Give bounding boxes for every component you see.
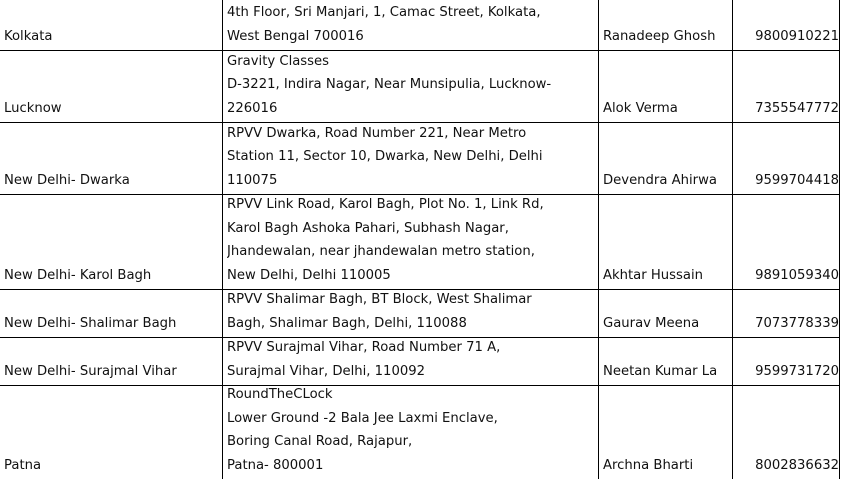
table-row[interactable] bbox=[0, 386, 840, 479]
city-cell[interactable]: Patna bbox=[4, 457, 42, 473]
address-line: Gravity Classes bbox=[227, 53, 330, 69]
contact-cell[interactable]: Gaurav Meena bbox=[603, 315, 700, 331]
address-line: Jhandewalan, near jhandewalan metro station, bbox=[227, 244, 535, 259]
address-line: New Delhi, Delhi 110005 bbox=[227, 267, 391, 283]
table-row[interactable] bbox=[0, 123, 840, 194]
address-cell[interactable] bbox=[227, 288, 597, 335]
phone-cell[interactable]: 9800910221 bbox=[755, 28, 839, 44]
address-cell[interactable] bbox=[227, 383, 597, 477]
address-cell[interactable] bbox=[227, 1, 597, 48]
phone-cell[interactable]: 7355547772 bbox=[755, 100, 839, 116]
table-row[interactable] bbox=[0, 290, 840, 337]
table-row[interactable] bbox=[0, 51, 840, 122]
address-line: D-3221, Indira Nagar, Near Munsipulia, Lucknow- bbox=[227, 77, 552, 92]
address-cell[interactable] bbox=[227, 50, 597, 121]
contact-cell[interactable]: Devendra Ahirwa bbox=[603, 172, 717, 188]
city-cell[interactable]: New Delhi- Dwarka bbox=[4, 172, 130, 188]
address-line: RPVV Shalimar Bagh, BT Block, West Shalimar bbox=[227, 292, 532, 307]
contact-cell[interactable]: Akhtar Hussain bbox=[603, 267, 704, 283]
address-line: RPVV Surajmal Vihar, Road Number 71 A, bbox=[227, 340, 501, 355]
address-line: Bagh, Shalimar Bagh, Delhi, 110088 bbox=[227, 315, 467, 331]
address-line: West Bengal 700016 bbox=[227, 28, 364, 44]
address-cell[interactable] bbox=[227, 122, 597, 193]
city-cell[interactable]: New Delhi- Shalimar Bagh bbox=[4, 315, 177, 331]
address-cell[interactable] bbox=[227, 336, 597, 383]
city-cell[interactable]: New Delhi- Karol Bagh bbox=[4, 267, 152, 283]
contact-cell[interactable]: Alok Verma bbox=[603, 100, 678, 116]
address-line: RoundTheCLock bbox=[227, 387, 333, 402]
table-row[interactable] bbox=[0, 338, 840, 385]
address-line: RPVV Dwarka, Road Number 221, Near Metro bbox=[227, 125, 527, 141]
phone-cell[interactable]: 9599704418 bbox=[755, 172, 839, 188]
city-cell[interactable]: Kolkata bbox=[4, 28, 53, 44]
table-row[interactable] bbox=[0, 195, 840, 289]
phone-cell[interactable]: 7073778339 bbox=[755, 315, 839, 331]
address-line: 110075 bbox=[227, 172, 278, 188]
phone-cell[interactable]: 8002836632 bbox=[755, 457, 839, 473]
contact-cell[interactable]: Neetan Kumar La bbox=[603, 363, 718, 379]
phone-cell[interactable]: 9891059340 bbox=[755, 267, 839, 283]
address-line: Boring Canal Road, Rajapur, bbox=[227, 434, 413, 449]
address-cell[interactable] bbox=[227, 193, 597, 287]
address-line: 4th Floor, Sri Manjari, 1, Camac Street, Kolkata, bbox=[227, 5, 541, 20]
address-line: Patna- 800001 bbox=[227, 457, 324, 473]
address-line: Lower Ground -2 Bala Jee Laxmi Enclave, bbox=[227, 410, 498, 426]
city-cell[interactable]: Lucknow bbox=[4, 100, 62, 116]
address-line: Karol Bagh Ashoka Pahari, Subhash Nagar, bbox=[227, 220, 509, 236]
table-row[interactable] bbox=[0, 0, 840, 50]
contact-cell[interactable]: Archna Bharti bbox=[603, 457, 694, 473]
address-line: 226016 bbox=[227, 100, 278, 116]
phone-cell[interactable]: 9599731720 bbox=[755, 363, 839, 379]
address-line: Surajmal Vihar, Delhi, 110092 bbox=[227, 363, 425, 379]
city-cell[interactable]: New Delhi- Surajmal Vihar bbox=[4, 363, 177, 379]
address-line: Station 11, Sector 10, Dwarka, New Delhi, Delhi bbox=[227, 149, 543, 164]
address-line: RPVV Link Road, Karol Bagh, Plot No. 1, Link Rd, bbox=[227, 197, 544, 212]
contact-cell[interactable]: Ranadeep Ghosh bbox=[603, 28, 716, 44]
